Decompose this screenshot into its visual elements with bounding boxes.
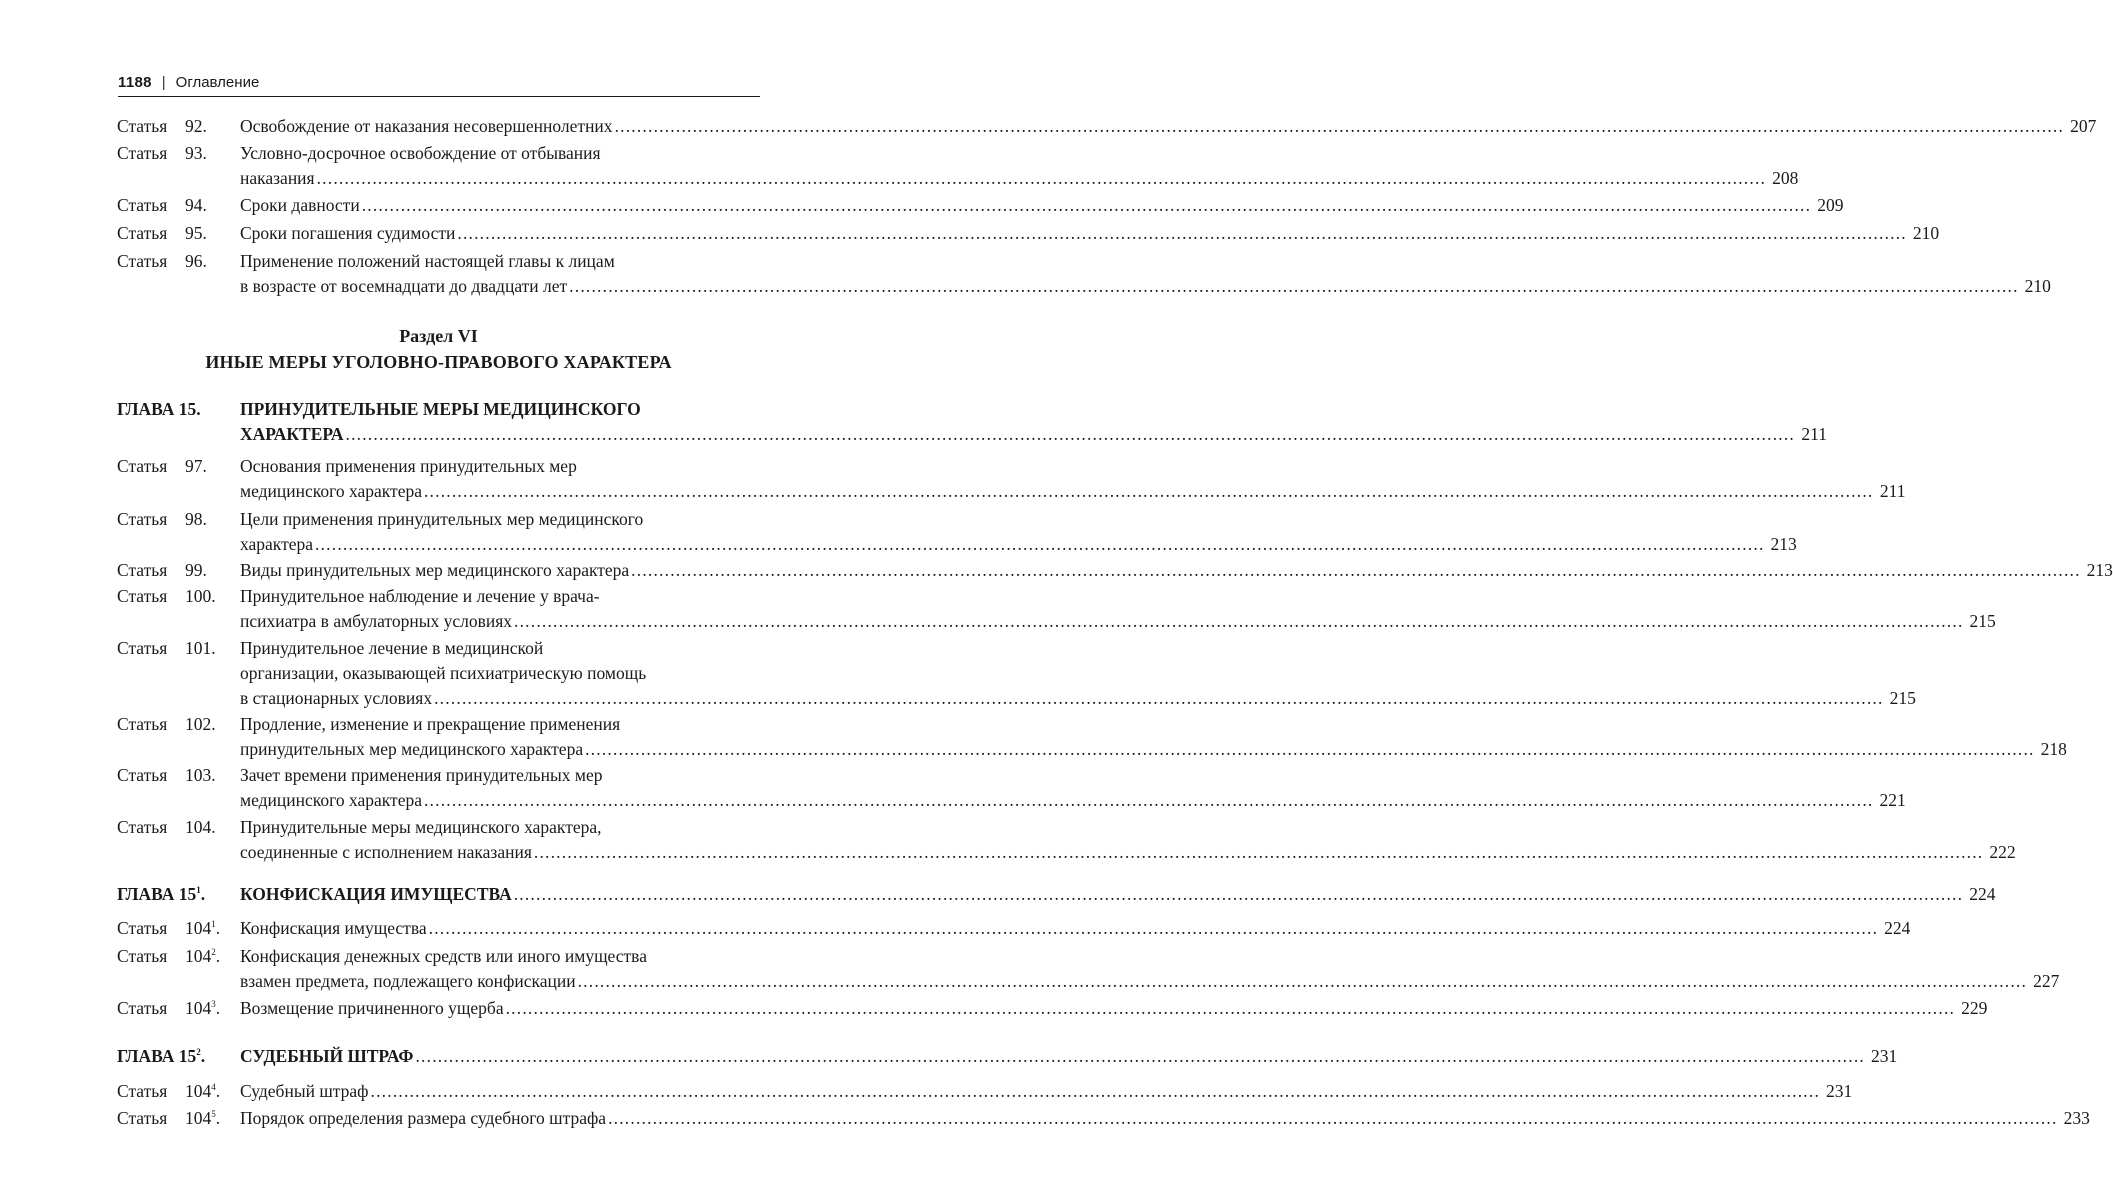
page-ref: 207: [2070, 116, 2097, 136]
article-number: 100.: [185, 586, 216, 606]
title-line: Принудительное лечение в медицинской: [240, 638, 544, 658]
label-text: Статья: [117, 223, 168, 243]
article-number: 104: [185, 1108, 212, 1128]
entry-title: [240, 996, 1988, 1021]
article-label: [117, 712, 216, 737]
entry-title: [240, 815, 2016, 865]
title-line: Сроки давности: [240, 195, 360, 215]
label-text: Статья: [117, 817, 168, 837]
number-superscript: 2: [196, 1047, 201, 1057]
page-ref: 218: [2040, 739, 2067, 759]
title-line: Основания применения принудительных мер: [240, 456, 577, 476]
title-line: Продление, изменение и прекращение применения: [240, 714, 621, 734]
label-text: Статья: [117, 765, 168, 785]
section-heading: [117, 323, 760, 375]
dot-leader: ....................................................................................................................................................................................................................................................................: [423, 481, 1874, 501]
title-line: Сроки погашения судимости: [240, 223, 456, 243]
article-label: [117, 636, 216, 661]
title-line: Применение положений настоящей главы к лицам: [240, 251, 615, 271]
label-text: ГЛАВА 15.: [117, 399, 201, 419]
dot-leader: ....................................................................................................................................................................................................................................................................: [315, 534, 1765, 554]
entry-title: [240, 944, 2060, 994]
title-line: СУДЕБНЫЙ ШТРАФ: [240, 1046, 414, 1066]
title-line: медицинского характера: [240, 790, 422, 810]
page-ref: 213: [1770, 534, 1797, 554]
article-number: 99.: [185, 560, 207, 580]
dot-leader: ....................................................................................................................................................................................................................................................................: [577, 971, 2028, 991]
label-text: Статья: [117, 456, 168, 476]
number-superscript: 2: [211, 947, 216, 957]
label-text: Статья: [117, 586, 168, 606]
entry-title: [240, 249, 2051, 299]
label-text: ГЛАВА 15: [117, 884, 197, 904]
title-line: Конфискация денежных средств или иного имущества: [240, 946, 647, 966]
entry-title: [240, 114, 2097, 139]
page-ref: 215: [1889, 688, 1916, 708]
entry-title: [240, 397, 1827, 447]
article-label: [117, 454, 207, 479]
title-line: взамен предмета, подлежащего конфискации: [240, 971, 576, 991]
chapter-label: [117, 1044, 205, 1069]
title-line: Принудительные меры медицинского характера,: [240, 817, 602, 837]
entry-title: [240, 1106, 2090, 1131]
number-superscript: 3: [211, 999, 216, 1009]
number-superscript: 1: [211, 919, 216, 929]
page-ref: 224: [1969, 884, 1996, 904]
label-text: Статья: [117, 1081, 168, 1101]
dot-leader: ....................................................................................................................................................................................................................................................................: [513, 884, 1964, 904]
label-text: Статья: [117, 714, 168, 734]
article-label: [117, 249, 207, 274]
entry-title: [240, 1044, 1898, 1069]
entry-title: [240, 193, 1844, 218]
article-number: 104: [185, 1081, 212, 1101]
section-title: Раздел VI: [399, 326, 478, 346]
dot-leader: ....................................................................................................................................................................................................................................................................: [533, 842, 1984, 862]
dot-leader: ....................................................................................................................................................................................................................................................................: [569, 276, 2019, 296]
dot-leader: ....................................................................................................................................................................................................................................................................: [415, 1046, 1865, 1066]
number-suffix: .: [215, 998, 221, 1018]
page-ref: 211: [1879, 481, 1906, 501]
title-line: Освобождение от наказания несовершеннолетних: [240, 116, 613, 136]
dot-leader: ....................................................................................................................................................................................................................................................................: [505, 998, 1956, 1018]
article-label: [117, 193, 207, 218]
article-label: [117, 1106, 220, 1131]
label-text: Статья: [117, 638, 168, 658]
dot-leader: ....................................................................................................................................................................................................................................................................: [514, 611, 1964, 631]
title-line: Порядок определения размера судебного штрафа: [240, 1108, 607, 1128]
label-text: Статья: [117, 116, 168, 136]
entry-title: [240, 558, 2113, 583]
article-number: 104: [185, 998, 212, 1018]
article-label: [117, 1079, 220, 1104]
title-line: ПРИНУДИТЕЛЬНЫЕ МЕРЫ МЕДИЦИНСКОГО: [240, 399, 641, 419]
title-line: организации, оказывающей психиатрическую помощь: [240, 663, 647, 683]
page-number: 1188: [118, 74, 152, 91]
title-line: принудительных мер медицинского характера: [240, 739, 584, 759]
article-label: [117, 916, 220, 941]
page-ref: 208: [1772, 168, 1799, 188]
article-number: 94.: [185, 195, 207, 215]
article-label: [117, 507, 207, 532]
dot-leader: ....................................................................................................................................................................................................................................................................: [614, 116, 2065, 136]
title-line: Зачет времени применения принудительных мер: [240, 765, 603, 785]
article-label: [117, 996, 220, 1021]
page-ref: 210: [1912, 223, 1940, 243]
entry-title: [240, 712, 2067, 762]
label-text: Статья: [117, 143, 168, 163]
entry-title: [240, 507, 1797, 557]
label-text: Статья: [117, 998, 168, 1018]
article-label: [117, 558, 207, 583]
article-label: [117, 221, 207, 246]
page-ref: 209: [1817, 195, 1844, 215]
article-number: 101.: [185, 638, 216, 658]
number-superscript: 1: [196, 885, 201, 895]
article-number: 95.: [185, 223, 207, 243]
dot-leader: ....................................................................................................................................................................................................................................................................: [585, 739, 2035, 759]
label-text: Статья: [117, 195, 168, 215]
number-superscript: 4: [211, 1082, 216, 1092]
article-label: [117, 114, 207, 139]
number-superscript: 5: [211, 1109, 216, 1119]
title-line: Цели применения принудительных мер медицинского: [240, 509, 644, 529]
header-separator: |: [161, 74, 166, 91]
entry-title: [240, 221, 1940, 246]
dot-leader: ....................................................................................................................................................................................................................................................................: [608, 1108, 2058, 1128]
page-ref: 224: [1884, 918, 1911, 938]
article-label: [117, 763, 216, 788]
running-header: [118, 70, 760, 97]
article-number: 97.: [185, 456, 207, 476]
dot-leader: ....................................................................................................................................................................................................................................................................: [428, 918, 1879, 938]
dot-leader: ....................................................................................................................................................................................................................................................................: [370, 1081, 1821, 1101]
number-suffix: .: [215, 946, 221, 966]
article-label: [117, 141, 207, 166]
title-line: Условно-досрочное освобождение от отбывания: [240, 143, 601, 163]
article-number: 93.: [185, 143, 207, 163]
entry-title: [240, 882, 1996, 907]
page-ref: 233: [2063, 1108, 2090, 1128]
number-suffix: .: [215, 1081, 221, 1101]
page-ref: 231: [1826, 1081, 1853, 1101]
number-suffix: .: [200, 884, 206, 904]
title-line: медицинского характера: [240, 481, 422, 501]
title-line: ХАРАКТЕРА: [240, 424, 344, 444]
title-line: КОНФИСКАЦИЯ ИМУЩЕСТВА: [240, 884, 512, 904]
dot-leader: ....................................................................................................................................................................................................................................................................: [361, 195, 1812, 215]
article-label: [117, 944, 220, 969]
label-text: Статья: [117, 560, 168, 580]
title-line: в стационарных условиях: [240, 688, 433, 708]
article-number: 102.: [185, 714, 216, 734]
entry-title: [240, 916, 1911, 941]
entry-title: [240, 454, 1906, 504]
title-line: Принудительное наблюдение и лечение у врача-: [240, 586, 600, 606]
chapter-label: [117, 397, 201, 422]
title-line: психиатра в амбулаторных условиях: [240, 611, 513, 631]
page-ref: 211: [1801, 424, 1827, 444]
title-line: наказания: [240, 168, 315, 188]
number-suffix: .: [200, 1046, 206, 1066]
number-suffix: .: [215, 1108, 221, 1128]
page-ref: 227: [2033, 971, 2060, 991]
title-line: Конфискация имущества: [240, 918, 427, 938]
article-number: 98.: [185, 509, 207, 529]
title-line: Судебный штраф: [240, 1081, 369, 1101]
dot-leader: ....................................................................................................................................................................................................................................................................: [434, 688, 1884, 708]
chapter-label: [117, 882, 205, 907]
label-text: Статья: [117, 251, 168, 271]
title-line: в возрасте от восемнадцати до двадцати лет: [240, 276, 568, 296]
title-line: Возмещение причиненного ущерба: [240, 998, 504, 1018]
entry-title: [240, 763, 1906, 813]
page-ref: 210: [2024, 276, 2051, 296]
page-ref: 221: [1879, 790, 1906, 810]
label-text: Статья: [117, 1108, 168, 1128]
title-line: соединенные с исполнением наказания: [240, 842, 532, 862]
title-line: характера: [240, 534, 314, 554]
dot-leader: ....................................................................................................................................................................................................................................................................: [345, 424, 1795, 444]
header-title: Оглавление: [175, 74, 260, 91]
article-number: 104: [185, 946, 212, 966]
dot-leader: ....................................................................................................................................................................................................................................................................: [631, 560, 2081, 580]
article-number: 103.: [185, 765, 216, 785]
page-ref: 231: [1870, 1046, 1898, 1066]
article-number: 96.: [185, 251, 207, 271]
article-label: [117, 584, 216, 609]
page-ref: 222: [1989, 842, 2016, 862]
article-label: [117, 815, 216, 840]
entry-title: [240, 141, 1799, 191]
dot-leader: ....................................................................................................................................................................................................................................................................: [423, 790, 1874, 810]
label-text: Статья: [117, 918, 168, 938]
label-text: ГЛАВА 15: [117, 1046, 197, 1066]
number-suffix: .: [215, 918, 221, 938]
entry-title: [240, 1079, 1853, 1104]
article-number: 104: [185, 918, 212, 938]
label-text: Статья: [117, 946, 168, 966]
entry-title: [240, 636, 1916, 711]
page-ref: 213: [2086, 560, 2113, 580]
article-number: 92.: [185, 116, 207, 136]
article-number: 104.: [185, 817, 216, 837]
title-line: Виды принудительных мер медицинского характера: [240, 560, 630, 580]
dot-leader: ....................................................................................................................................................................................................................................................................: [316, 168, 1767, 188]
label-text: Статья: [117, 509, 168, 529]
page-ref: 215: [1969, 611, 1996, 631]
page-ref: 229: [1961, 998, 1988, 1018]
dot-leader: ....................................................................................................................................................................................................................................................................: [457, 223, 1907, 243]
section-subtitle: ИНЫЕ МЕРЫ УГОЛОВНО-ПРАВОВОГО ХАРАКТЕРА: [205, 352, 672, 372]
entry-title: [240, 584, 1996, 634]
